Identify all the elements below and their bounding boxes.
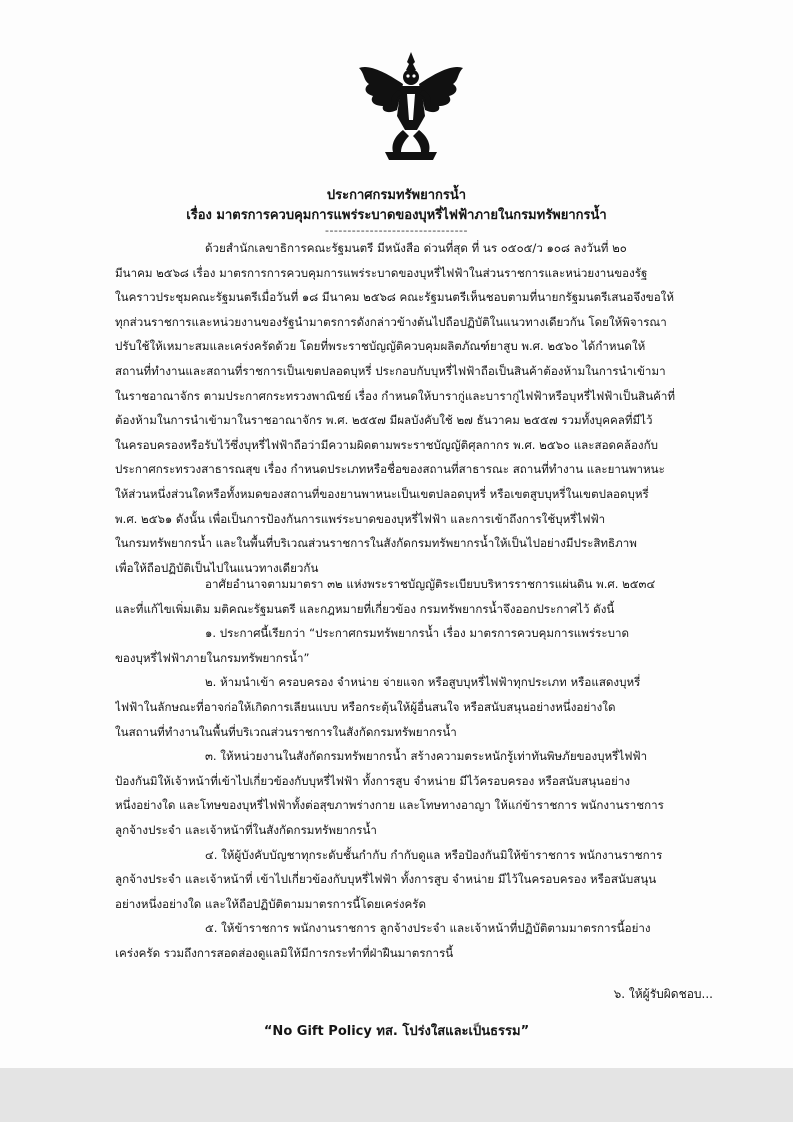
paragraph-background — [115, 236, 718, 580]
text-line: ในสถานที่ทำงานในพื้นที่บริเวณส่วนราชการในสังกัดกรมทรัพยากรน้ำ — [115, 724, 457, 739]
text-line: ด้วยสำนักเลขาธิการคณะรัฐมนตรี มีหนังสือ ด่วนที่สุด ที่ นร ๐๕๐๕/ว ๑๐๘ ลงวันที่ ๒๐ — [205, 241, 627, 255]
text-line: ในกรมทรัพยากรน้ำ และในพื้นที่บริเวณส่วนราชการในสังกัดกรมทรัพยากรน้ำให้เป็นไปอย่างมีประสิทธิภาพ — [115, 536, 637, 551]
text-line: หนึ่งอย่างใด และโทษของบุหรี่ไฟฟ้าทั้งต่อสุขภาพร่างกาย และโทษทางอาญา ให้แก่ข้าราชการ พนักงานราชการ — [115, 798, 664, 813]
clause-3: ๓. ให้หน่วยงานในสังกัดกรมทรัพยากรน้ำ สร้างความตระหนักรู้เท่าทันพิษภัยของบุหรี่ไฟฟ้า — [205, 749, 648, 764]
text-line: ลูกจ้างประจำ และเจ้าหน้าที่ในสังกัดกรมทรัพยากรน้ำ — [115, 822, 377, 837]
text-line: ต้องห้ามในการนำเข้ามาในราชอาณาจักร พ.ศ. ๒๕๕๗ มีผลบังคับใช้ ๒๗ ธันวาคม ๒๕๕๗ รวมทั้งบุคคลที่มีไว้ — [115, 413, 653, 428]
clause-2: ๒. ห้ามนำเข้า ครอบครอง จำหน่าย จ่ายแจก หรือสูบบุหรี่ไฟฟ้าทุกประเภท หรือแสดงบุหรี่ — [205, 675, 641, 690]
paragraph-provisions — [115, 572, 718, 966]
text-line: และที่แก้ไขเพิ่มเติม มติคณะรัฐมนตรี และกฎหมายที่เกี่ยวข้อง กรมทรัพยากรน้ำจึงออกประกาศไว้ ดังนี้ — [115, 601, 615, 616]
announcement-title: ประกาศกรมทรัพยากรน้ำ — [326, 188, 467, 203]
text-line: สถานที่ทำงานและสถานที่ราชการเป็นเขตปลอดบุหรี่ ประกอบกับบุหรี่ไฟฟ้าถือเป็นสินค้าต้องห้ามในการนำเข้ามา — [115, 363, 666, 378]
clause-1: ๑. ประกาศนี้เรียกว่า “ประกาศกรมทรัพยากรน้ำ เรื่อง มาตรการควบคุมการแพร่ระบาด — [205, 626, 629, 641]
text-line: ทุกส่วนราชการและหน่วยงานของรัฐนำมาตรการดังกล่าวข้างต้นไปถือปฏิบัติในแนวทางเดียวกัน โดยให้พิจารณา — [115, 314, 667, 329]
text-line: ป้องกันมิให้เจ้าหน้าที่เข้าไปเกี่ยวข้องกับบุหรี่ไฟฟ้า ทั้งการสูบ จำหน่าย มีไว้ครอบครอง หรือสนับสนุนอย่าง — [115, 773, 631, 788]
clause-4: ๔. ให้ผู้บังคับบัญชาทุกระดับชั้นกำกับ กำกับดูแล หรือป้องกันมิให้ข้าราชการ พนักงานราชการ — [205, 847, 663, 862]
text-line: ไฟฟ้าในลักษณะที่อาจก่อให้เกิดการเลียนแบบ หรือกระตุ้นให้ผู้อื่นสนใจ หรือสนับสนุนอย่างหนึ่งอย่างใด — [115, 699, 616, 714]
text-line: ปรับใช้ให้เหมาะสมและเคร่งครัดด้วย โดยที่พระราชบัญญัติควบคุมผลิตภัณฑ์ยาสูบ พ.ศ. ๒๕๖๐ ได้กำหนดให้ — [115, 339, 646, 354]
text-line: ของบุหรี่ไฟฟ้าภายในกรมทรัพยากรน้ำ” — [115, 650, 310, 665]
text-line: อย่างหนึ่งอย่างใด และให้ถือปฏิบัติตามมาตรการนี้โดยเคร่งครัด — [115, 896, 427, 911]
text-line: มีนาคม ๒๕๖๘ เรื่อง มาตรการการควบคุมการแพร่ระบาดของบุหรี่ไฟฟ้าในส่วนราชการและหน่วยงานของรัฐ — [115, 265, 648, 280]
text-line: ในราชอาณาจักร ตามประกาศกระทรวงพาณิชย์ เรื่อง กำหนดให้บารากู่และบารากู่ไฟฟ้าหรือบุหรี่ไฟฟ้าเป็นสินค้าที่ — [115, 388, 676, 403]
garuda-emblem — [355, 50, 467, 162]
clause-5: ๕. ให้ข้าราชการ พนักงานราชการ ลูกจ้างประจำ และเจ้าหน้าที่ปฏิบัติตามมาตรการนี้อย่าง — [205, 921, 651, 936]
text-line: ในคราวประชุมคณะรัฐมนตรีเมื่อวันที่ ๑๘ มีนาคม ๒๕๖๘ คณะรัฐมนตรีเห็นชอบตามที่นายกรัฐมนตรีเสนอจึงขอให้ — [115, 290, 674, 305]
policy-slogan: “No Gift Policy ทส. โปร่งใสและเป็นธรรม” — [263, 1024, 530, 1039]
text-line: เพื่อให้ถือปฏิบัติเป็นไปในแนวทางเดียวกัน — [115, 560, 319, 575]
text-line: เคร่งครัด รวมถึงการสอดส่องดูแลมิให้มีการกระทำที่ฝ่าฝืนมาตรการนี้ — [115, 945, 454, 960]
continuation-marker: ๖. ให้ผู้รับผิดชอบ... — [613, 987, 713, 1001]
separator-line: -------------------------------- — [324, 224, 468, 237]
text-line: ประกาศกระทรวงสาธารณสุข เรื่อง กำหนดประเภทหรือชื่อของสถานที่สาธารณะ สถานที่ทำงาน และยานพาหนะ — [115, 462, 665, 477]
text-line: อาศัยอำนาจตามมาตรา ๓๒ แห่งพระราชบัญญัติระเบียบบริหารราชการแผ่นดิน พ.ศ. ๒๕๓๔ — [205, 577, 656, 591]
text-line: พ.ศ. ๒๕๖๑ ดังนั้น เพื่อเป็นการป้องกันการแพร่ระบาดของบุหรี่ไฟฟ้า และการเข้าถึงการใช้บุหรี่ไฟฟ้า — [115, 511, 606, 526]
scan-margin — [0, 1068, 793, 1122]
announcement-subject: เรื่อง มาตรการควบคุมการแพร่ระบาดของบุหรี่ไฟฟ้าภายในกรมทรัพยากรน้ำ — [186, 208, 607, 223]
text-line: ให้ส่วนหนึ่งส่วนใดหรือทั้งหมดของสถานที่ของยานพาหนะเป็นเขตปลอดบุหรี่ หรือเขตสูบบุหรี่ในเขตปลอดบุหรี่ — [115, 486, 649, 501]
text-line: ลูกจ้างประจำ และเจ้าหน้าที่ เข้าไปเกี่ยวข้องกับบุหรี่ไฟฟ้า ทั้งการสูบ จำหน่าย มีไว้ในครอบครอง หรือสนับสนุน — [115, 872, 657, 887]
text-line: ในครอบครองหรือรับไว้ซึ่งบุหรี่ไฟฟ้าถือว่ามีความผิดตามพระราชบัญญัติศุลกากร พ.ศ. ๒๕๖๐ และสอดคล้องกับ — [115, 437, 658, 452]
